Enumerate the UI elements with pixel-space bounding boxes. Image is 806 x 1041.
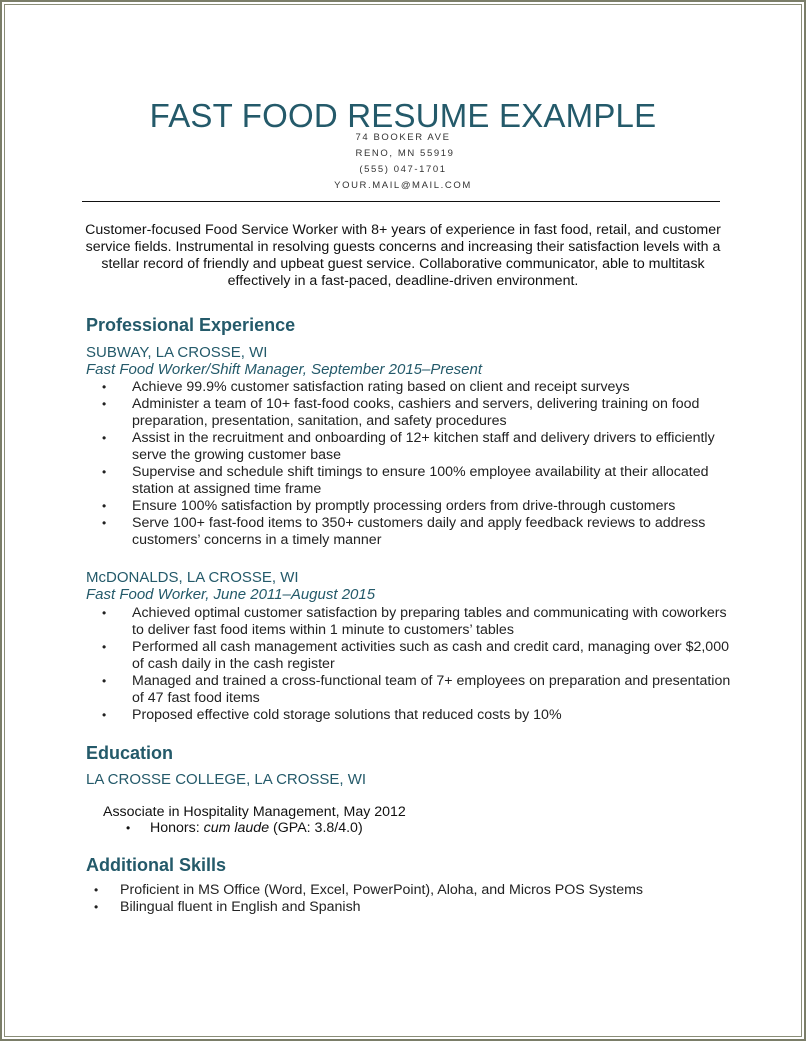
honors-label: Honors:: [150, 820, 204, 836]
address-line-2: RENO, MN 55919: [355, 148, 455, 159]
bullet-text: Serve 100+ fast-food items to 350+ customers daily and apply feedback reviews to address customers’ concerns in a timely manner: [132, 515, 706, 548]
address-line-1: 74 BOOKER AVE: [355, 132, 451, 143]
bullet-icon: •: [126, 821, 131, 835]
bullet-icon: •: [94, 900, 99, 914]
bullet-text: Performed all cash management activities such as cash and credit card, managing over $2,000 of cash daily in the cash register: [132, 639, 729, 672]
bullet-text: Proposed effective cold storage solutions that reduced costs by 10%: [132, 707, 562, 723]
bullet-icon: •: [102, 397, 107, 411]
bullet-text: Achieve 99.9% customer satisfaction rating based on client and receipt surveys: [132, 379, 630, 395]
bullet-text: Assist in the recruitment and onboarding of 12+ kitchen staff and delivery drivers to efficiently serve the growing customer base: [132, 430, 715, 463]
bullet-text: Ensure 100% satisfaction by promptly processing orders from drive-through customers: [132, 498, 676, 514]
subway-bullet-list: [0, 379, 732, 549]
bullet-icon: •: [102, 465, 107, 479]
bullet-icon: •: [102, 516, 107, 530]
bullet-icon: •: [94, 883, 99, 897]
bullet-text: Administer a team of 10+ fast-food cooks, cashiers and servers, delivering training on food preparation, presentation, sanitation, and safety procedures: [132, 396, 700, 429]
section-heading-education: Education: [86, 743, 174, 763]
list-item: [0, 498, 732, 515]
list-item: [0, 882, 740, 899]
phone-number: (555) 047-1701: [359, 164, 447, 175]
bullet-text: Achieved optimal customer satisfaction by preparing tables and communicating with coworkers to deliver fast food items within 1 minute to customers’ tables: [132, 605, 727, 638]
resume-title: FAST FOOD RESUME EXAMPLE: [149, 97, 657, 134]
bullet-text: Managed and trained a cross-functional team of 7+ employees on preparation and presentation of 47 fast food items: [132, 673, 731, 706]
employer-subway: SUBWAY, LA CROSSE, WI: [86, 344, 268, 361]
bullet-icon: •: [102, 606, 107, 620]
list-item: [0, 707, 732, 724]
bullet-icon: •: [102, 674, 107, 688]
list-item: [0, 396, 732, 430]
list-item: [0, 605, 732, 639]
header-divider: [82, 201, 720, 202]
school-name: LA CROSSE COLLEGE, LA CROSSE, WI: [86, 771, 367, 788]
section-heading-skills: Additional Skills: [86, 855, 227, 875]
professional-summary: Customer-focused Food Service Worker with 8+ years of experience in fast food, retail, and customer service fields. Instrumental in resolving guests concerns and increasing their satisfaction levels with a stellar record of friendly and upbeat guest service. Collaborative communicator, able to multitask effectively in a fast-paced, deadline-driven environment.: [85, 222, 721, 289]
section-heading-experience: Professional Experience: [86, 315, 296, 335]
bullet-icon: •: [102, 708, 107, 722]
email-address: YOUR.MAIL@MAIL.COM: [334, 180, 472, 191]
role-mcdonalds: Fast Food Worker, June 2011–August 2015: [86, 586, 376, 603]
bullet-icon: •: [102, 499, 107, 513]
honors-text: [150, 820, 363, 836]
bullet-icon: •: [102, 640, 107, 654]
bullet-icon: •: [102, 380, 107, 394]
list-item: [0, 515, 732, 549]
skill-text: Bilingual fluent in English and Spanish: [120, 899, 361, 915]
role-subway: Fast Food Worker/Shift Manager, September 2015–Present: [86, 361, 483, 378]
employer-mcdonalds: McDONALDS, LA CROSSE, WI: [86, 569, 299, 586]
list-item: [0, 673, 732, 707]
bullet-text: Supervise and schedule shift timings to ensure 100% employee availability at their allocated station at assigned time frame: [132, 464, 709, 497]
list-item: [0, 899, 740, 916]
skill-text: Proficient in MS Office (Word, Excel, PowerPoint), Aloha, and Micros POS Systems: [120, 882, 644, 898]
list-item: [0, 464, 732, 498]
list-item: [0, 639, 732, 673]
bullet-icon: •: [102, 431, 107, 445]
honors: [126, 820, 363, 837]
list-item: [0, 430, 732, 464]
list-item: [0, 379, 732, 396]
honors-distinction: cum laude: [203, 820, 270, 836]
degree: Associate in Hospitality Management, May 2012: [103, 804, 406, 820]
mcdonalds-bullet-list: [0, 605, 732, 724]
skills-bullet-list: [0, 882, 740, 916]
honors-gpa: (GPA: 3.8/4.0): [269, 820, 363, 836]
